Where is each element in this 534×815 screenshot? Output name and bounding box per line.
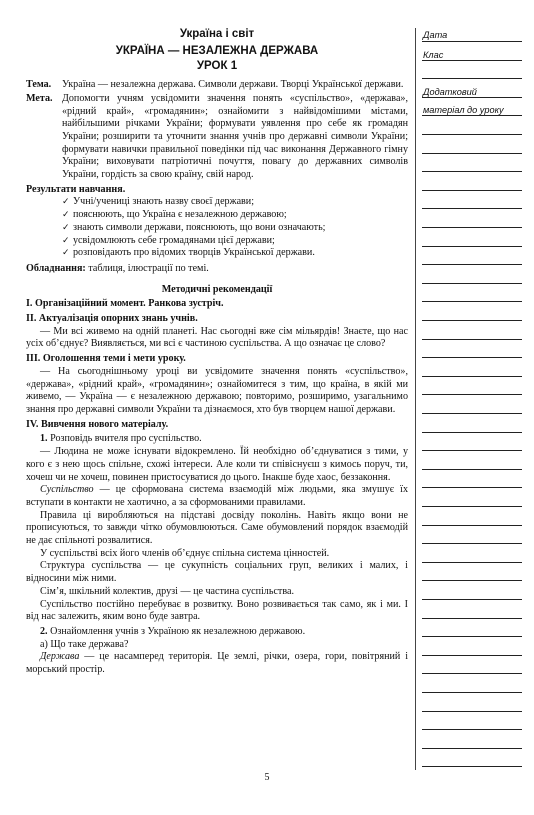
note-line <box>422 692 522 693</box>
note-line <box>422 394 522 395</box>
note-line <box>422 525 522 526</box>
note-line <box>422 115 522 116</box>
note-line <box>422 487 522 488</box>
note-line <box>422 766 522 767</box>
note-line <box>422 376 522 377</box>
note-line <box>422 190 522 191</box>
step-2-text: Ознайомлення учнів з Україною як незалежною державою. <box>50 625 306 637</box>
note-line <box>422 41 522 42</box>
step-1-text: Розповідь вчителя про суспільство. <box>50 433 202 445</box>
equipment-label: Обладнання: <box>26 262 86 274</box>
extra-material-label-1: Додатковий <box>423 87 477 97</box>
main-column <box>26 28 408 677</box>
note-line <box>422 153 522 154</box>
lesson-title: УРОК 1 <box>196 60 238 73</box>
section-4-heading: IV. Вивчення нового матеріалу. <box>26 418 169 430</box>
meta-row <box>26 93 408 182</box>
term-state: Держава <box>40 651 80 663</box>
tema-row <box>26 79 408 92</box>
meta-label: Мета. <box>26 92 53 104</box>
note-line <box>422 171 522 172</box>
paragraph: Структура суспільства — це сукупність соціальних груп, великих і малих, і відносини між ними. <box>26 560 408 585</box>
extra-material-label-2: матеріал до уроку <box>423 105 504 115</box>
note-line <box>422 60 522 61</box>
note-line <box>422 599 522 600</box>
note-line <box>422 580 522 581</box>
paragraph: Суспільство постійно перебуває в розвитку. Воно розвивається так само, як і ми. І від нас залежить, яким воно буде завтра. <box>26 598 408 623</box>
step-2 <box>26 626 408 639</box>
note-line <box>422 432 522 433</box>
paragraph: — Людина не може існувати відокремлено. Їй необхідно об’єднуватися з тими, у кого є з нею щось спільне, схожі інтереси. Але коли ти співіснуєш з кимось поруч, ти, хочеш чи не хочеш, повинен пристосуватися до цього. Інакше буде хаос, беззаконня. <box>26 446 408 483</box>
note-line <box>422 339 522 340</box>
topic-title: УКРАЇНА — НЕЗАЛЕЖНА ДЕРЖАВА <box>115 44 319 57</box>
note-line <box>422 301 522 302</box>
tema-text: Україна — незалежна держава. Символи держави. Творці Української держави. <box>62 79 404 91</box>
section-3-text: — На сьогоднішньому уроці ви усвідомите значення понять «суспільство», «держава», «рідний край», «громадянин»; ознайомитеся з тим, що країна, в якій ми живемо, — Україна — є незалежною державою; повторимо, розширимо, узагальнимо знання про державні символи України та дізнаємося, хто був творцем нашої держави. <box>26 365 408 415</box>
meta-text: Допомогти учням усвідомити значення понять «суспільство», «держава», «рідний край», «громадянин»; ознайомити з найвідомішими містами, найбільшими річками України; формувати уявлення про себе як громадян України; розширити та уточнити знання учнів про державні символи України; формувати навички правильної поведінки під час виконання Державного гімну України; виховувати патріотичні почуття, повагу до державних символів України, гордість за свою країну, свій народ. <box>62 92 408 181</box>
step-1 <box>26 433 408 446</box>
note-line <box>422 227 522 228</box>
equipment-text: таблиця, ілюстрації по темі. <box>88 262 209 274</box>
term-society: Суспільство <box>40 484 94 496</box>
note-line <box>422 246 522 247</box>
list-item: ✓ усвідомлюють себе громадянами цієї держави; <box>62 235 408 248</box>
paragraph-society-definition <box>26 484 408 509</box>
step-1-number: 1. <box>40 433 48 445</box>
results-list <box>26 196 408 260</box>
date-label: Дата <box>423 30 448 40</box>
question: а) Що таке держава? <box>40 638 129 650</box>
list-item: ✓ Учні/учениці знають назву своєї держави; <box>62 196 408 209</box>
step-2-number: 2. <box>40 625 48 637</box>
tema-label: Тема. <box>26 79 52 91</box>
results-title: Результати навчання. <box>26 183 126 195</box>
note-line <box>422 264 522 265</box>
paragraph: Сім’я, шкільний колектив, друзі — це частина суспільства. <box>40 585 294 597</box>
page-number: 5 <box>264 772 270 783</box>
note-line <box>422 655 522 656</box>
note-line <box>422 357 522 358</box>
note-line <box>422 543 522 544</box>
list-item: ✓ пояснюють, що Україна є незалежною державою; <box>62 209 408 222</box>
note-line <box>422 97 522 98</box>
note-line <box>422 450 522 451</box>
note-line <box>422 134 522 135</box>
note-line <box>422 618 522 619</box>
note-line <box>422 413 522 414</box>
class-label: Клас <box>423 50 444 60</box>
note-line <box>422 320 522 321</box>
definition-text: — це насамперед територія. Це землі, річки, озера, гори, повітряний і морський простір. <box>26 651 408 676</box>
note-line <box>422 208 522 209</box>
list-item: ✓ знають символи держави, пояснюють, що вони означають; <box>62 222 408 235</box>
note-line <box>422 636 522 637</box>
note-line <box>422 469 522 470</box>
list-item: ✓ розповідають про відомих творців Української держави. <box>62 247 408 260</box>
paragraph: Правила ці виробляються на підставі досвіду поколінь. Навіть якщо вони не прописуються, то завжди чітко обумовлюються. Саме обумовлений порядок взаємодій не дає спільноті розвалитися. <box>26 509 408 547</box>
note-line <box>422 283 522 284</box>
paragraph: У суспільстві всіх його членів об’єднує спільна система цінностей. <box>40 547 330 559</box>
section-heading: Україна і світ <box>179 28 255 40</box>
note-line <box>422 562 522 563</box>
paragraph-state-definition <box>26 651 408 676</box>
section-2-heading: II. Актуалізація опорних знань учнів. <box>26 313 198 325</box>
note-line <box>422 506 522 507</box>
section-3-heading: III. Оголошення теми і мети уроку. <box>26 353 186 365</box>
note-line <box>422 748 522 749</box>
section-1-heading: I. Організаційний момент. Ранкова зустріч. <box>26 298 224 310</box>
note-line <box>422 78 522 79</box>
note-line <box>422 729 522 730</box>
column-divider <box>415 28 416 770</box>
method-heading: Методичні рекомендації <box>161 283 273 295</box>
section-2-text: — Ми всі живемо на одній планеті. Нас сьогодні вже сім мільярдів! Знаєте, що нас усіх об’єднує? Виявляється, ми всі є частиною суспільства. А що означає це слово? <box>26 325 408 350</box>
definition-text: — це сформована система взаємодій між людьми, яка змушує їх вступати в контакти не хаотично, а за сформованими правилами. <box>26 484 408 508</box>
note-line <box>422 673 522 674</box>
note-line <box>422 711 522 712</box>
equipment-row <box>26 263 408 276</box>
